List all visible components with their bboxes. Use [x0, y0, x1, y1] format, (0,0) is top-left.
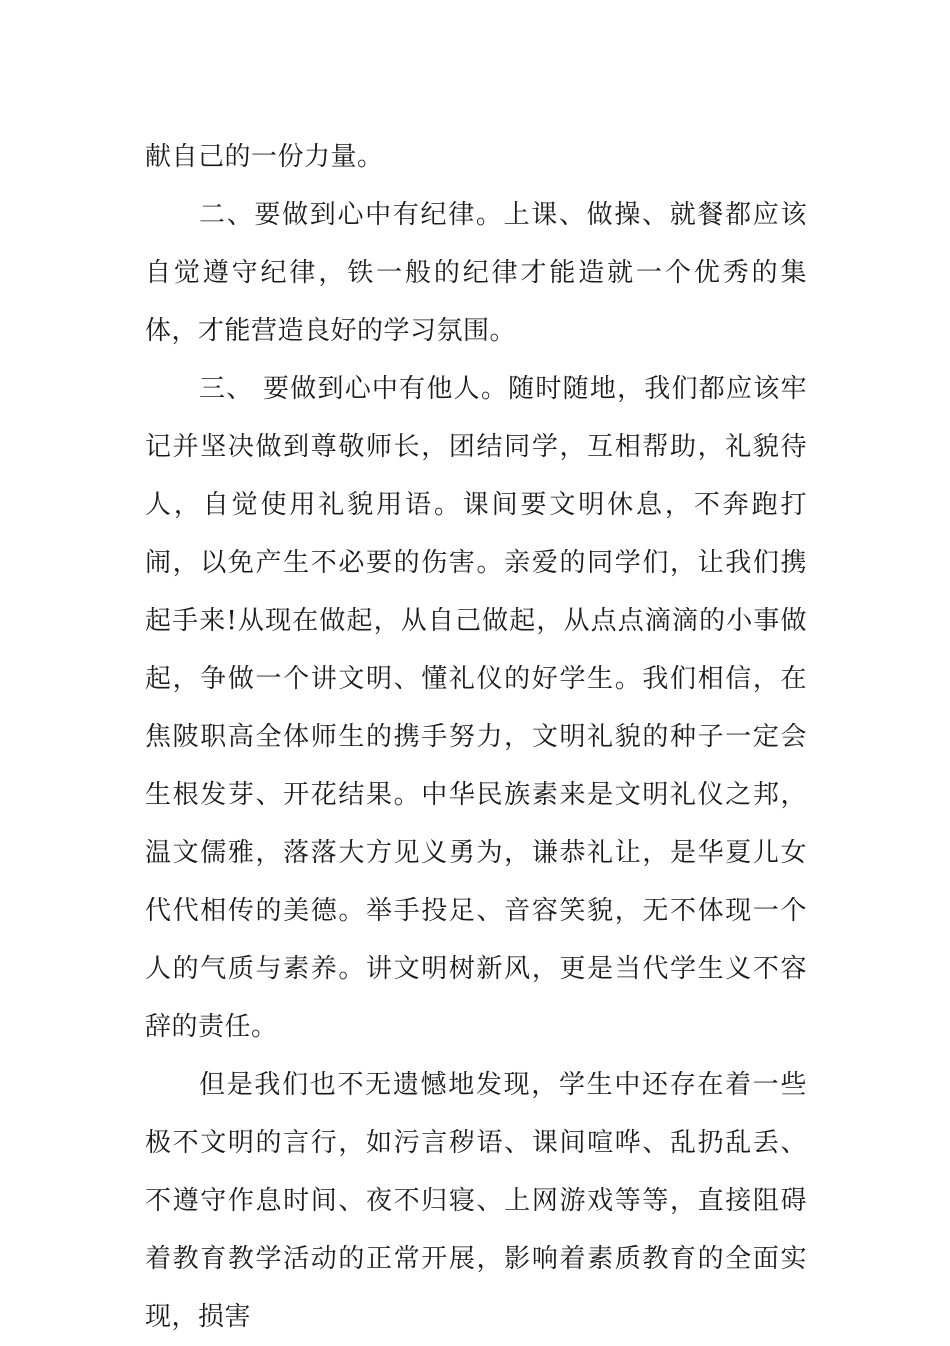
paragraph-others: 三、 要做到心中有他人。随时随地，我们都应该牢记并坚决做到尊敬师长，团结同学，互相帮助，礼貌待人，自觉使用礼貌用语。课间要文明休息，不奔跑打闹，以免产生不必要的伤害。亲爱的同学们，让我们携起手来!从现在做起，从自己做起，从点点滴滴的小事做起，争做一个讲文明、懂礼仪的好学生。我们相信，在焦陂职高全体师生的携手努力，文明礼貌的种子一定会生根发芽、开花结果。中华民族素来是文明礼仪之邦，温文儒雅，落落大方见义勇为，谦恭礼让，是华夏儿女代代相传的美德。举手投足、音容笑貌，无不体现一个人的气质与素养。讲文明树新风，更是当代学生义不容辞的责任。 [145, 374, 807, 1042]
paragraph-discipline: 二、要做到心中有纪律。上课、做操、就餐都应该自觉遵守纪律，铁一般的纪律才能造就一个优秀的集体，才能营造良好的学习氛围。 [145, 200, 807, 346]
paragraph-continuation: 献自己的一份力量。 [145, 142, 384, 172]
paragraph-regret: 但是我们也不无遗憾地发现，学生中还存在着一些极不文明的言行，如污言秽语、课间喧哗、乱扔乱丢、不遵守作息时间、夜不归寝、上网游戏等等，直接阻碍着教育教学活动的正常开展，影响着素质教育的全面实现，损害 [145, 1070, 807, 1332]
